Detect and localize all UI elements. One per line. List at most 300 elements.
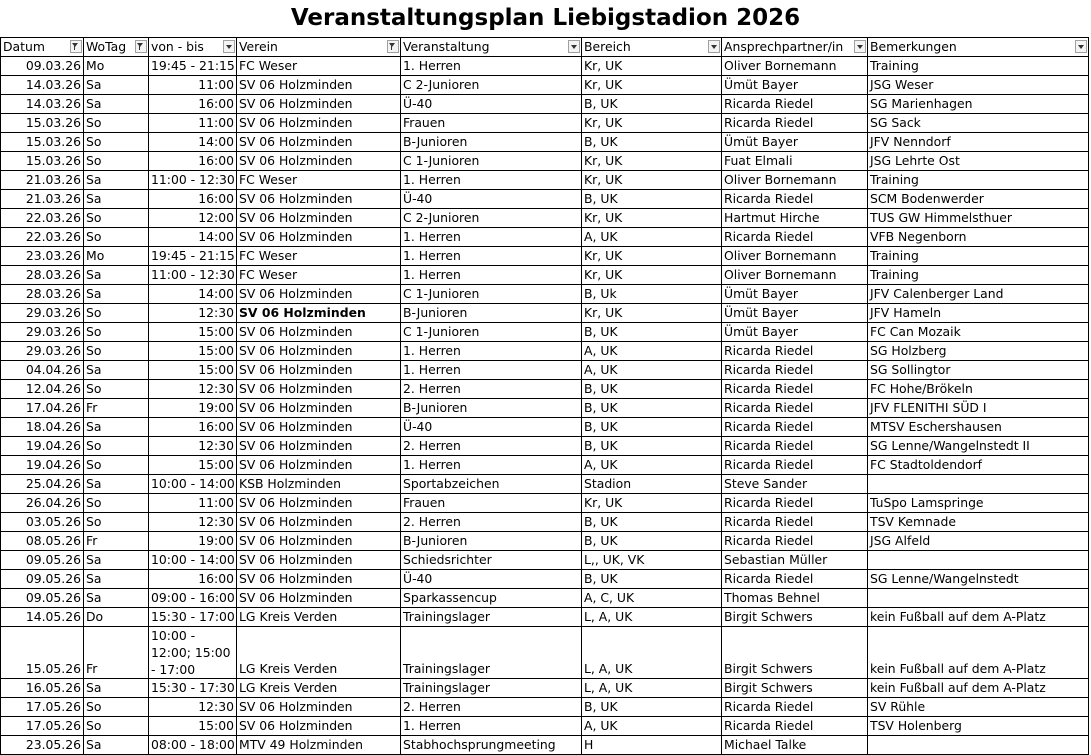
cell-verein[interactable]: SV 06 Holzminden xyxy=(237,717,401,736)
cell-von-bis[interactable]: 16:00 xyxy=(149,570,237,589)
cell-verein[interactable]: SV 06 Holzminden xyxy=(237,76,401,95)
cell-bemerkungen[interactable]: JFV FLENITHI SÜD I xyxy=(868,399,1089,418)
cell-von-bis[interactable]: 10:00 - 14:00 xyxy=(149,551,237,570)
cell-datum[interactable]: 22.03.26 xyxy=(1,209,84,228)
cell-bemerkungen[interactable]: JFV Hameln xyxy=(868,304,1089,323)
cell-wotag[interactable]: Fr xyxy=(84,399,149,418)
cell-wotag[interactable]: Sa xyxy=(84,475,149,494)
cell-bemerkungen[interactable]: JFV Calenberger Land xyxy=(868,285,1089,304)
cell-bereich[interactable]: B, UK xyxy=(582,133,722,152)
cell-bemerkungen[interactable]: TuSpo Lamspringe xyxy=(868,494,1089,513)
cell-veranstaltung[interactable]: 2. Herren xyxy=(401,513,582,532)
column-header-datum xyxy=(1,38,84,57)
cell-bereich[interactable]: A, C, UK xyxy=(582,589,722,608)
cell-datum[interactable]: 15.03.26 xyxy=(1,114,84,133)
cell-veranstaltung[interactable]: Frauen xyxy=(401,114,582,133)
cell-wotag[interactable]: Sa xyxy=(84,589,149,608)
cell-verein[interactable]: SV 06 Holzminden xyxy=(237,342,401,361)
cell-bemerkungen[interactable]: FC Stadtoldendorf xyxy=(868,456,1089,475)
cell-verein[interactable]: SV 06 Holzminden xyxy=(237,437,401,456)
cell-bereich[interactable]: B, UK xyxy=(582,698,722,717)
cell-veranstaltung[interactable]: Ü-40 xyxy=(401,190,582,209)
cell-bereich[interactable]: Kr, UK xyxy=(582,304,722,323)
cell-bemerkungen[interactable]: SCM Bodenwerder xyxy=(868,190,1089,209)
cell-bereich[interactable]: L,, UK, VK xyxy=(582,551,722,570)
cell-wotag[interactable]: So xyxy=(84,228,149,247)
column-header-bereich xyxy=(582,38,722,57)
cell-ansprechpartner[interactable]: Ricarda Riedel xyxy=(722,698,868,717)
table-row xyxy=(1,736,1089,755)
cell-veranstaltung[interactable]: 2. Herren xyxy=(401,437,582,456)
cell-datum[interactable]: 09.03.26 xyxy=(1,57,84,76)
cell-von-bis[interactable]: 14:00 xyxy=(149,228,237,247)
cell-bereich[interactable]: H xyxy=(582,736,722,755)
cell-bereich[interactable]: B, UK xyxy=(582,570,722,589)
cell-datum[interactable]: 14.03.26 xyxy=(1,76,84,95)
cell-datum[interactable]: 21.03.26 xyxy=(1,171,84,190)
cell-ansprechpartner[interactable]: Birgit Schwers xyxy=(722,679,868,698)
cell-bemerkungen[interactable]: JSG Lehrte Ost xyxy=(868,152,1089,171)
cell-bereich[interactable]: Kr, UK xyxy=(582,152,722,171)
cell-verein[interactable]: LG Kreis Verden xyxy=(237,679,401,698)
table-row xyxy=(1,589,1089,608)
cell-ansprechpartner[interactable]: Thomas Behnel xyxy=(722,589,868,608)
cell-wotag[interactable]: So xyxy=(84,494,149,513)
cell-wotag[interactable]: Sa xyxy=(84,736,149,755)
cell-verein[interactable]: SV 06 Holzminden xyxy=(237,532,401,551)
cell-datum[interactable]: 18.04.26 xyxy=(1,418,84,437)
cell-datum[interactable]: 23.05.26 xyxy=(1,736,84,755)
cell-verein[interactable]: SV 06 Holzminden xyxy=(237,95,401,114)
cell-wotag[interactable]: Mo xyxy=(84,57,149,76)
cell-veranstaltung[interactable]: 1. Herren xyxy=(401,717,582,736)
cell-bereich[interactable]: B, UK xyxy=(582,513,722,532)
cell-verein[interactable]: LG Kreis Verden xyxy=(237,627,401,679)
cell-von-bis[interactable]: 12:30 xyxy=(149,304,237,323)
cell-von-bis[interactable]: 15:00 xyxy=(149,342,237,361)
cell-veranstaltung[interactable]: 1. Herren xyxy=(401,57,582,76)
cell-verein[interactable]: LG Kreis Verden xyxy=(237,608,401,627)
cell-datum[interactable]: 29.03.26 xyxy=(1,342,84,361)
cell-ansprechpartner[interactable]: Ricarda Riedel xyxy=(722,114,868,133)
cell-bemerkungen[interactable]: kein Fußball auf dem A-Platz xyxy=(868,679,1089,698)
cell-ansprechpartner[interactable]: Oliver Bornemann xyxy=(722,57,868,76)
cell-wotag[interactable]: So xyxy=(84,114,149,133)
cell-von-bis[interactable]: 15:30 - 17:30 xyxy=(149,679,237,698)
cell-datum[interactable]: 03.05.26 xyxy=(1,513,84,532)
cell-wotag[interactable]: Fr xyxy=(84,532,149,551)
cell-wotag[interactable]: So xyxy=(84,698,149,717)
cell-bemerkungen[interactable]: Training xyxy=(868,171,1089,190)
cell-von-bis[interactable]: 12:30 xyxy=(149,380,237,399)
cell-bemerkungen[interactable]: Training xyxy=(868,247,1089,266)
cell-veranstaltung[interactable]: 1. Herren xyxy=(401,342,582,361)
cell-verein[interactable]: FC Weser xyxy=(237,266,401,285)
cell-wotag[interactable]: Sa xyxy=(84,551,149,570)
cell-bemerkungen[interactable]: Training xyxy=(868,57,1089,76)
dropdown-arrow-icon[interactable] xyxy=(223,40,235,53)
table-row xyxy=(1,399,1089,418)
cell-bereich[interactable]: B, UK xyxy=(582,418,722,437)
dropdown-arrow-icon[interactable] xyxy=(854,40,866,53)
cell-bereich[interactable]: Kr, UK xyxy=(582,171,722,190)
cell-wotag[interactable]: Sa xyxy=(84,76,149,95)
cell-verein[interactable]: SV 06 Holzminden xyxy=(237,551,401,570)
cell-ansprechpartner[interactable]: Ümüt Bayer xyxy=(722,323,868,342)
cell-wotag[interactable]: So xyxy=(84,209,149,228)
cell-ansprechpartner[interactable]: Ümüt Bayer xyxy=(722,304,868,323)
cell-verein[interactable]: SV 06 Holzminden xyxy=(237,323,401,342)
cell-bereich[interactable]: B, UK xyxy=(582,190,722,209)
cell-datum[interactable]: 04.04.26 xyxy=(1,361,84,380)
cell-veranstaltung[interactable]: 2. Herren xyxy=(401,380,582,399)
cell-veranstaltung[interactable]: B-Junioren xyxy=(401,399,582,418)
cell-bemerkungen[interactable]: SG Sack xyxy=(868,114,1089,133)
cell-wotag[interactable]: So xyxy=(84,380,149,399)
cell-von-bis[interactable]: 08:00 - 18:00 xyxy=(149,736,237,755)
cell-veranstaltung[interactable]: B-Junioren xyxy=(401,532,582,551)
cell-bereich[interactable]: B, UK xyxy=(582,380,722,399)
cell-veranstaltung[interactable]: C 1-Junioren xyxy=(401,152,582,171)
cell-datum[interactable]: 23.03.26 xyxy=(1,247,84,266)
cell-bereich[interactable]: Kr, UK xyxy=(582,57,722,76)
cell-bereich[interactable]: A, UK xyxy=(582,717,722,736)
cell-ansprechpartner[interactable]: Ricarda Riedel xyxy=(722,494,868,513)
cell-verein[interactable]: SV 06 Holzminden xyxy=(237,589,401,608)
cell-bemerkungen[interactable]: MTSV Eschershausen xyxy=(868,418,1089,437)
cell-verein[interactable]: SV 06 Holzminden xyxy=(237,304,401,323)
table-row xyxy=(1,513,1089,532)
cell-bemerkungen[interactable]: SG Lenne/Wangelnstedt xyxy=(868,570,1089,589)
cell-wotag[interactable]: So xyxy=(84,133,149,152)
column-header-label: Bereich xyxy=(584,39,631,54)
cell-verein[interactable]: SV 06 Holzminden xyxy=(237,513,401,532)
cell-wotag[interactable]: Sa xyxy=(84,171,149,190)
cell-von-bis[interactable]: 14:00 xyxy=(149,285,237,304)
cell-veranstaltung[interactable]: B-Junioren xyxy=(401,304,582,323)
cell-datum[interactable]: 09.05.26 xyxy=(1,551,84,570)
cell-ansprechpartner[interactable]: Ricarda Riedel xyxy=(722,228,868,247)
cell-verein[interactable]: SV 06 Holzminden xyxy=(237,380,401,399)
cell-veranstaltung[interactable]: Stabhochsprungmeeting xyxy=(401,736,582,755)
cell-von-bis[interactable]: 15:00 xyxy=(149,323,237,342)
cell-von-bis[interactable]: 10:00 - 12:00; 15:00 - 17:00 xyxy=(149,627,237,679)
cell-datum[interactable]: 17.04.26 xyxy=(1,399,84,418)
cell-bemerkungen[interactable]: TSV Kemnade xyxy=(868,513,1089,532)
cell-wotag[interactable]: So xyxy=(84,323,149,342)
cell-veranstaltung[interactable]: Trainingslager xyxy=(401,627,582,679)
cell-bereich[interactable]: Kr, UK xyxy=(582,209,722,228)
cell-bemerkungen[interactable]: SG Holzberg xyxy=(868,342,1089,361)
cell-wotag[interactable]: Do xyxy=(84,608,149,627)
cell-bemerkungen[interactable] xyxy=(868,475,1089,494)
cell-verein[interactable]: FC Weser xyxy=(237,57,401,76)
cell-von-bis[interactable]: 09:00 - 16:00 xyxy=(149,589,237,608)
cell-von-bis[interactable]: 19:00 xyxy=(149,399,237,418)
cell-bereich[interactable]: B, UK xyxy=(582,399,722,418)
cell-bereich[interactable]: B, UK xyxy=(582,437,722,456)
cell-verein[interactable]: SV 06 Holzminden xyxy=(237,285,401,304)
cell-verein[interactable]: SV 06 Holzminden xyxy=(237,698,401,717)
cell-bemerkungen[interactable]: FC Hohe/Brökeln xyxy=(868,380,1089,399)
cell-datum[interactable]: 15.05.26 xyxy=(1,627,84,679)
cell-von-bis[interactable]: 12:00 xyxy=(149,209,237,228)
cell-bemerkungen[interactable]: SG Marienhagen xyxy=(868,95,1089,114)
cell-bereich[interactable]: Kr, UK xyxy=(582,114,722,133)
cell-bemerkungen[interactable]: JSG Weser xyxy=(868,76,1089,95)
cell-wotag[interactable]: Sa xyxy=(84,285,149,304)
cell-veranstaltung[interactable]: Trainingslager xyxy=(401,608,582,627)
cell-verein[interactable]: SV 06 Holzminden xyxy=(237,209,401,228)
table-row xyxy=(1,76,1089,95)
cell-ansprechpartner[interactable]: Oliver Bornemann xyxy=(722,171,868,190)
cell-verein[interactable]: SV 06 Holzminden xyxy=(237,418,401,437)
cell-von-bis[interactable]: 10:00 - 14:00 xyxy=(149,475,237,494)
cell-ansprechpartner[interactable]: Ricarda Riedel xyxy=(722,570,868,589)
cell-datum[interactable]: 22.03.26 xyxy=(1,228,84,247)
cell-bemerkungen[interactable] xyxy=(868,551,1089,570)
cell-bereich[interactable]: A, UK xyxy=(582,456,722,475)
cell-von-bis[interactable]: 19:00 xyxy=(149,532,237,551)
cell-verein[interactable]: SV 06 Holzminden xyxy=(237,228,401,247)
cell-von-bis[interactable]: 12:30 xyxy=(149,437,237,456)
cell-bereich[interactable]: Kr, UK xyxy=(582,76,722,95)
cell-ansprechpartner[interactable]: Ricarda Riedel xyxy=(722,456,868,475)
cell-wotag[interactable]: Sa xyxy=(84,361,149,380)
cell-veranstaltung[interactable]: Sparkassencup xyxy=(401,589,582,608)
cell-veranstaltung[interactable]: Schiedsrichter xyxy=(401,551,582,570)
cell-veranstaltung[interactable]: Sportabzeichen xyxy=(401,475,582,494)
cell-ansprechpartner[interactable]: Michael Talke xyxy=(722,736,868,755)
cell-datum[interactable]: 26.04.26 xyxy=(1,494,84,513)
cell-verein[interactable]: SV 06 Holzminden xyxy=(237,190,401,209)
cell-veranstaltung[interactable]: Trainingslager xyxy=(401,679,582,698)
cell-datum[interactable]: 16.05.26 xyxy=(1,679,84,698)
filter-active-icon[interactable] xyxy=(387,40,399,53)
cell-bemerkungen[interactable]: Training xyxy=(868,266,1089,285)
cell-verein[interactable]: SV 06 Holzminden xyxy=(237,361,401,380)
cell-bereich[interactable]: B, UK xyxy=(582,532,722,551)
cell-datum[interactable]: 12.04.26 xyxy=(1,380,84,399)
cell-datum[interactable]: 09.05.26 xyxy=(1,570,84,589)
cell-datum[interactable]: 28.03.26 xyxy=(1,266,84,285)
cell-ansprechpartner[interactable]: Ricarda Riedel xyxy=(722,418,868,437)
cell-verein[interactable]: SV 06 Holzminden xyxy=(237,494,401,513)
cell-von-bis[interactable]: 11:00 xyxy=(149,114,237,133)
cell-datum[interactable]: 15.03.26 xyxy=(1,152,84,171)
cell-veranstaltung[interactable]: C 2-Junioren xyxy=(401,209,582,228)
cell-von-bis[interactable]: 11:00 xyxy=(149,76,237,95)
cell-ansprechpartner[interactable]: Oliver Bornemann xyxy=(722,266,868,285)
cell-bereich[interactable]: Kr, UK xyxy=(582,266,722,285)
cell-verein[interactable]: FC Weser xyxy=(237,247,401,266)
cell-bereich[interactable]: Kr, UK xyxy=(582,494,722,513)
cell-veranstaltung[interactable]: B-Junioren xyxy=(401,133,582,152)
cell-verein[interactable]: SV 06 Holzminden xyxy=(237,133,401,152)
cell-bereich[interactable]: L, A, UK xyxy=(582,679,722,698)
cell-ansprechpartner[interactable]: Ricarda Riedel xyxy=(722,380,868,399)
cell-bemerkungen[interactable]: VFB Negenborn xyxy=(868,228,1089,247)
cell-wotag[interactable]: So xyxy=(84,304,149,323)
cell-ansprechpartner[interactable]: Hartmut Hirche xyxy=(722,209,868,228)
cell-von-bis[interactable]: 11:00 xyxy=(149,494,237,513)
cell-veranstaltung[interactable]: 1. Herren xyxy=(401,456,582,475)
cell-datum[interactable]: 14.03.26 xyxy=(1,95,84,114)
cell-bemerkungen[interactable] xyxy=(868,589,1089,608)
cell-datum[interactable]: 29.03.26 xyxy=(1,323,84,342)
cell-veranstaltung[interactable]: C 2-Junioren xyxy=(401,76,582,95)
cell-von-bis[interactable]: 19:45 - 21:15 xyxy=(149,247,237,266)
cell-bemerkungen[interactable]: SG Lenne/Wangelnstedt II xyxy=(868,437,1089,456)
cell-wotag[interactable]: Mo xyxy=(84,247,149,266)
cell-von-bis[interactable]: 16:00 xyxy=(149,95,237,114)
cell-ansprechpartner[interactable]: Ricarda Riedel xyxy=(722,717,868,736)
cell-wotag[interactable]: So xyxy=(84,437,149,456)
filter-active-icon[interactable] xyxy=(135,40,147,53)
cell-bemerkungen[interactable]: kein Fußball auf dem A-Platz xyxy=(868,627,1089,679)
cell-datum[interactable]: 09.05.26 xyxy=(1,589,84,608)
cell-ansprechpartner[interactable]: Sebastian Müller xyxy=(722,551,868,570)
cell-bereich[interactable]: B, Uk xyxy=(582,285,722,304)
cell-wotag[interactable]: So xyxy=(84,456,149,475)
cell-veranstaltung[interactable]: Frauen xyxy=(401,494,582,513)
cell-ansprechpartner[interactable]: Ricarda Riedel xyxy=(722,513,868,532)
cell-datum[interactable]: 17.05.26 xyxy=(1,698,84,717)
cell-von-bis[interactable]: 15:00 xyxy=(149,456,237,475)
cell-ansprechpartner[interactable]: Ricarda Riedel xyxy=(722,342,868,361)
cell-verein[interactable]: SV 06 Holzminden xyxy=(237,114,401,133)
cell-bemerkungen[interactable]: kein Fußball auf dem A-Platz xyxy=(868,608,1089,627)
cell-von-bis[interactable]: 15:00 xyxy=(149,717,237,736)
cell-wotag[interactable]: So xyxy=(84,342,149,361)
cell-ansprechpartner[interactable]: Ricarda Riedel xyxy=(722,190,868,209)
cell-ansprechpartner[interactable]: Ümüt Bayer xyxy=(722,133,868,152)
cell-datum[interactable]: 17.05.26 xyxy=(1,717,84,736)
cell-wotag[interactable]: Sa xyxy=(84,679,149,698)
cell-von-bis[interactable]: 11:00 - 12:30 xyxy=(149,171,237,190)
cell-ansprechpartner[interactable]: Ricarda Riedel xyxy=(722,437,868,456)
cell-ansprechpartner[interactable]: Ümüt Bayer xyxy=(722,76,868,95)
cell-bereich[interactable]: L, A, UK xyxy=(582,608,722,627)
cell-veranstaltung[interactable]: 2. Herren xyxy=(401,698,582,717)
cell-von-bis[interactable]: 12:30 xyxy=(149,513,237,532)
cell-von-bis[interactable]: 16:00 xyxy=(149,152,237,171)
cell-wotag[interactable]: Sa xyxy=(84,570,149,589)
cell-wotag[interactable]: So xyxy=(84,513,149,532)
cell-verein[interactable]: FC Weser xyxy=(237,171,401,190)
cell-veranstaltung[interactable]: 1. Herren xyxy=(401,171,582,190)
cell-von-bis[interactable]: 16:00 xyxy=(149,418,237,437)
cell-datum[interactable]: 25.04.26 xyxy=(1,475,84,494)
cell-von-bis[interactable]: 11:00 - 12:30 xyxy=(149,266,237,285)
cell-verein[interactable]: SV 06 Holzminden xyxy=(237,570,401,589)
cell-wotag[interactable]: Sa xyxy=(84,266,149,285)
cell-ansprechpartner[interactable]: Ricarda Riedel xyxy=(722,95,868,114)
cell-veranstaltung[interactable]: 1. Herren xyxy=(401,247,582,266)
cell-veranstaltung[interactable]: 1. Herren xyxy=(401,228,582,247)
cell-ansprechpartner[interactable]: Fuat Elmali xyxy=(722,152,868,171)
cell-wotag[interactable]: So xyxy=(84,152,149,171)
dropdown-arrow-icon[interactable] xyxy=(1075,40,1087,53)
cell-ansprechpartner[interactable]: Ricarda Riedel xyxy=(722,532,868,551)
dropdown-arrow-icon[interactable] xyxy=(708,40,720,53)
cell-bereich[interactable]: Stadion xyxy=(582,475,722,494)
dropdown-arrow-icon[interactable] xyxy=(568,40,580,53)
cell-verein[interactable]: SV 06 Holzminden xyxy=(237,456,401,475)
cell-von-bis[interactable]: 19:45 - 21:15 xyxy=(149,57,237,76)
cell-datum[interactable]: 19.04.26 xyxy=(1,437,84,456)
cell-von-bis[interactable]: 14:00 xyxy=(149,133,237,152)
cell-wotag[interactable]: Fr xyxy=(84,627,149,679)
cell-bemerkungen[interactable]: SV Rühle xyxy=(868,698,1089,717)
table-row xyxy=(1,456,1089,475)
cell-veranstaltung[interactable]: Ü-40 xyxy=(401,95,582,114)
cell-datum[interactable]: 29.03.26 xyxy=(1,304,84,323)
cell-datum[interactable]: 08.05.26 xyxy=(1,532,84,551)
cell-bemerkungen[interactable]: SG Sollingtor xyxy=(868,361,1089,380)
cell-wotag[interactable]: Sa xyxy=(84,418,149,437)
cell-datum[interactable]: 28.03.26 xyxy=(1,285,84,304)
cell-veranstaltung[interactable]: C 1-Junioren xyxy=(401,285,582,304)
column-header-bemerkungen xyxy=(868,38,1089,57)
cell-von-bis[interactable]: 16:00 xyxy=(149,190,237,209)
cell-ansprechpartner[interactable]: Oliver Bornemann xyxy=(722,247,868,266)
cell-wotag[interactable]: Sa xyxy=(84,95,149,114)
cell-ansprechpartner[interactable]: Ricarda Riedel xyxy=(722,399,868,418)
cell-verein[interactable]: MTV 49 Holzminden xyxy=(237,736,401,755)
cell-bemerkungen[interactable]: TUS GW Himmelsthuer xyxy=(868,209,1089,228)
cell-bemerkungen[interactable]: JSG Alfeld xyxy=(868,532,1089,551)
cell-bemerkungen[interactable] xyxy=(868,736,1089,755)
cell-ansprechpartner[interactable]: Birgit Schwers xyxy=(722,627,868,679)
cell-veranstaltung[interactable]: C 1-Junioren xyxy=(401,323,582,342)
cell-datum[interactable]: 15.03.26 xyxy=(1,133,84,152)
cell-verein[interactable]: KSB Holzminden xyxy=(237,475,401,494)
cell-verein[interactable]: SV 06 Holzminden xyxy=(237,399,401,418)
filter-active-icon[interactable] xyxy=(70,40,82,53)
cell-datum[interactable]: 14.05.26 xyxy=(1,608,84,627)
cell-datum[interactable]: 21.03.26 xyxy=(1,190,84,209)
cell-verein[interactable]: SV 06 Holzminden xyxy=(237,152,401,171)
column-header-label: Datum xyxy=(3,39,45,54)
cell-veranstaltung[interactable]: 1. Herren xyxy=(401,266,582,285)
cell-wotag[interactable]: Sa xyxy=(84,190,149,209)
table-row xyxy=(1,228,1089,247)
cell-von-bis[interactable]: 15:30 - 17:00 xyxy=(149,608,237,627)
cell-ansprechpartner[interactable]: Birgit Schwers xyxy=(722,608,868,627)
cell-bereich[interactable]: B, UK xyxy=(582,95,722,114)
cell-veranstaltung[interactable]: Ü-40 xyxy=(401,418,582,437)
cell-ansprechpartner[interactable]: Ricarda Riedel xyxy=(722,361,868,380)
cell-bereich[interactable]: A, UK xyxy=(582,361,722,380)
cell-ansprechpartner[interactable]: Ümüt Bayer xyxy=(722,285,868,304)
cell-bereich[interactable]: Kr, UK xyxy=(582,247,722,266)
cell-von-bis[interactable]: 15:00 xyxy=(149,361,237,380)
cell-von-bis[interactable]: 12:30 xyxy=(149,698,237,717)
cell-datum[interactable]: 19.04.26 xyxy=(1,456,84,475)
cell-ansprechpartner[interactable]: Steve Sander xyxy=(722,475,868,494)
cell-bereich[interactable]: A, UK xyxy=(582,342,722,361)
cell-wotag[interactable]: So xyxy=(84,717,149,736)
cell-bemerkungen[interactable]: TSV Holenberg xyxy=(868,717,1089,736)
cell-bemerkungen[interactable]: JFV Nenndorf xyxy=(868,133,1089,152)
cell-bemerkungen[interactable]: FC Can Mozaik xyxy=(868,323,1089,342)
cell-bereich[interactable]: A, UK xyxy=(582,228,722,247)
cell-bereich[interactable]: B, UK xyxy=(582,323,722,342)
cell-veranstaltung[interactable]: 1. Herren xyxy=(401,361,582,380)
cell-veranstaltung[interactable]: Ü-40 xyxy=(401,570,582,589)
cell-bereich[interactable]: L, A, UK xyxy=(582,627,722,679)
